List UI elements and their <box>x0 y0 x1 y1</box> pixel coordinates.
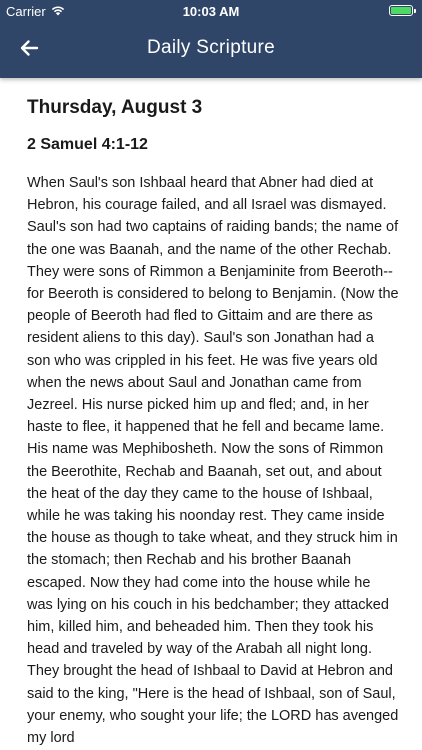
passage-reference: 2 Samuel 4:1-12 <box>27 136 148 153</box>
nav-bar <box>0 22 422 78</box>
app-header <box>0 0 422 78</box>
reading-date: Thursday, August 3 <box>27 97 203 118</box>
carrier-label: Carrier <box>6 4 46 19</box>
passage-text: When Saul's son Ishbaal heard that Abner had died at Hebron, his courage failed, and all Israel was dismayed. Saul's son had two captains of raiding bands; the name of the one was Baanah, and the name of the other Rechab. They were sons of Rimmon a Benjaminite from Beeroth-- for Beeroth is considered to belong to Benjamin. (Now the people of Beeroth had fled to Gittaim and are there as resident aliens to this day). Saul's son Jonathan had a son who was crippled in his feet. He was five years old when the news about Saul and Jonathan came from Jezreel. His nurse picked him up and fled; and, in her haste to flee, it happened that he fell and became lame. His name was Mephibosheth. Now the sons of Rimmon the Beerothite, Rechab and Baanah, set out, and about the heat of the day they came to the house of Ishbaal, while he was taking his noonday rest. They came inside the house as though to take wheat, and they struck him in the stomach; then Rechab and his brother Baanah escaped. Now they had come into the house while he was lying on his couch in his bedchamber; they attacked him, killed him, and beheaded him. Then they took his head and traveled by way of the Arabah all night long. They brought the head of Ishbaal to David at Hebron and said to the king, "Here is the head of Ishbaal, son of Saul, your enemy, who sought your life; the LORD has avenged my lord <box>27 175 399 747</box>
status-time: 10:03 AM <box>182 4 240 19</box>
arrow-left-icon <box>19 39 39 62</box>
battery-fill <box>391 7 411 14</box>
page-title: Daily Scripture <box>146 37 276 58</box>
status-bar <box>0 0 422 22</box>
status-right <box>389 5 416 16</box>
battery-tip <box>414 9 416 13</box>
back-button[interactable] <box>12 34 46 66</box>
reading-content <box>27 96 399 749</box>
battery-icon <box>389 5 413 16</box>
